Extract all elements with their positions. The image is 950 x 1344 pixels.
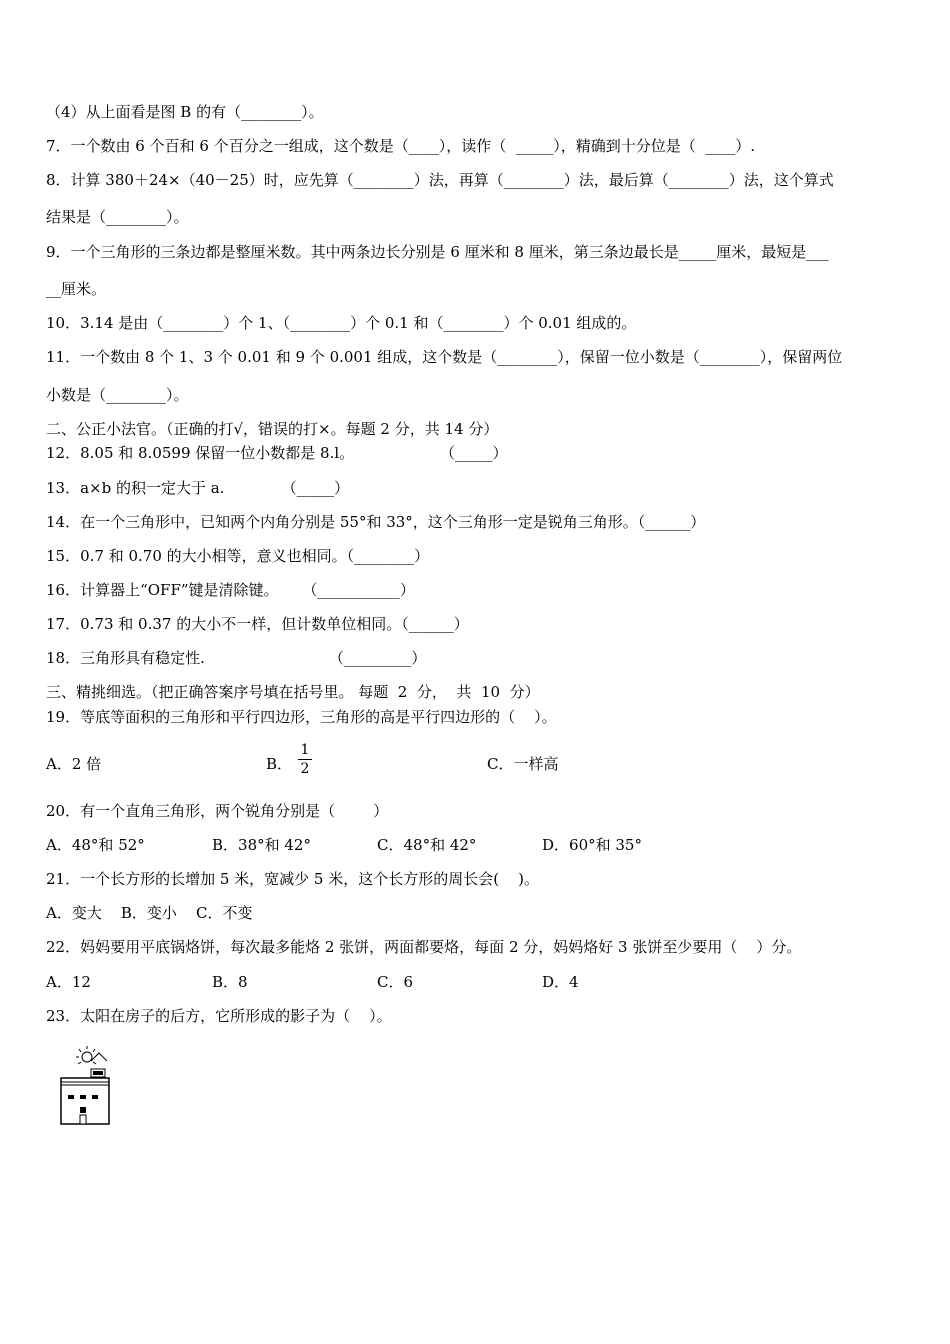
question-13: 13．a×b 的积一定大于 a. （_____） — [46, 479, 350, 497]
q20-option-c: C．48°和 42° — [377, 836, 477, 854]
question-23: 23．太阳在房子的后方，它所形成的影子为（ ）。 — [46, 1007, 392, 1025]
question-15: 15．0.7 和 0.70 的大小相等，意义也相同。（________） — [46, 547, 430, 565]
question-8-cont: 结果是（________）。 — [46, 208, 189, 226]
q22-option-c: C．6 — [377, 973, 414, 991]
q20-option-d: D．60°和 35° — [542, 836, 642, 854]
section-2-heading: 二、公正小法官。（正确的打√，错误的打×。每题 2 分，共 14 分） — [46, 420, 499, 438]
q19-option-a: A．2 倍 — [46, 755, 102, 773]
question-22: 22．妈妈要用平底锅烙饼，每次最多能烙 2 张饼，两面都要烙，每面 2 分，妈妈烙好 3 张饼至少要用（ ）分。 — [46, 938, 802, 956]
q20-option-a: A．48°和 52° — [46, 836, 145, 854]
question-line: （4）从上面看是图 B 的有（________）。 — [46, 103, 324, 121]
house-with-sun-image — [55, 1045, 115, 1133]
question-17: 17．0.73 和 0.37 的大小不一样，但计数单位相同。（______） — [46, 615, 469, 633]
q20-option-b: B．38°和 42° — [212, 836, 311, 854]
fraction-numerator: 1 — [300, 742, 310, 758]
question-14: 14．在一个三角形中，已知两个内角分别是 55°和 33°，这个三角形一定是锐角三角形。（______） — [46, 513, 706, 531]
question-18: 18．三角形具有稳定性. （_________） — [46, 649, 427, 667]
question-19: 19．等底等面积的三角形和平行四边形，三角形的高是平行四边形的（ ）。 — [46, 708, 557, 726]
q21-options: A．变大 B．变小 C．不变 — [46, 904, 253, 922]
question-10: 10．3.14 是由（________）个 1、（________）个 0.1 和（________）个 0.01 组成的。 — [46, 314, 637, 332]
q22-option-a: A．12 — [46, 973, 91, 991]
question-21: 21．一个长方形的长增加 5 米，宽减少 5 米，这个长方形的周长会( )。 — [46, 870, 540, 888]
question-20: 20．有一个直角三角形，两个锐角分别是（ ） — [46, 802, 389, 820]
question-9: 9．一个三角形的三条边都是整厘米数。其中两条边长分别是 6 厘米和 8 厘米，第三条边最长是_____厘米，最短是___ — [46, 243, 829, 261]
fraction-denominator: 2 — [300, 761, 310, 777]
question-11: 11．一个数由 8 个 1、3 个 0.01 和 9 个 0.001 组成，这个数是（________），保留一位小数是（________），保留两位 — [46, 348, 843, 366]
q22-option-b: B．8 — [212, 973, 248, 991]
house-sun-icon — [55, 1045, 115, 1129]
section-3-heading: 三、精挑细选。（把正确答案序号填在括号里。 每题 2 分， 共 10 分） — [46, 683, 540, 701]
question-12: 12．8.05 和 8.0599 保留一位小数都是 8.l。 （_____） — [46, 444, 508, 462]
q19-option-b: B． — [266, 755, 293, 773]
q22-option-d: D．4 — [542, 973, 579, 991]
question-11-cont: 小数是（________）。 — [46, 386, 189, 404]
question-7: 7．一个数由 6 个百和 6 个百分之一组成，这个数是（____），读作（ _____），精确到十分位是（ ____）. — [46, 137, 756, 155]
q19-option-c: C．一样高 — [487, 755, 559, 773]
question-9-cont: __厘米。 — [46, 280, 107, 298]
question-16: 16．计算器上“OFF”键是清除键。 （___________） — [46, 581, 415, 599]
q19-option-b-fraction — [298, 742, 312, 777]
question-8: 8．计算 380＋24×（40－25）时，应先算（________）法，再算（________）法，最后算（________）法，这个算式 — [46, 171, 834, 189]
